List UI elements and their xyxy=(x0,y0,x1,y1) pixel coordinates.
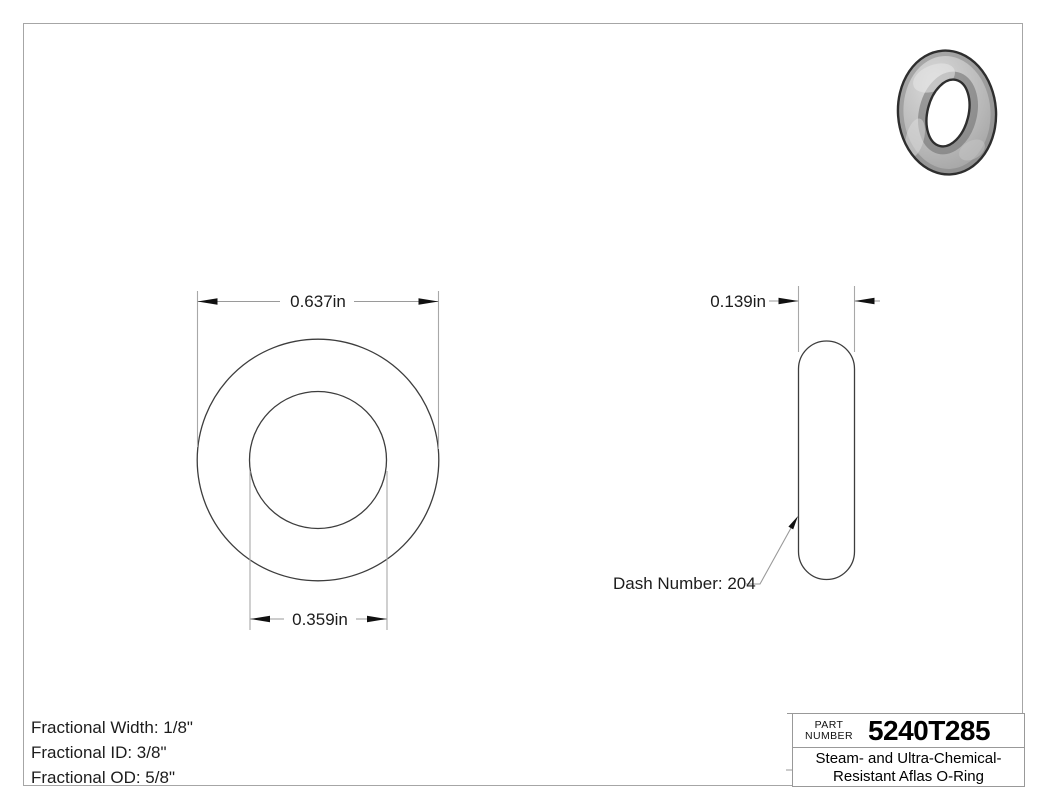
outer-diameter-circle xyxy=(197,339,439,581)
width-arrow-right xyxy=(855,298,875,304)
width-dimension xyxy=(769,286,880,352)
od-dimension xyxy=(198,291,439,449)
od-dimension-label: 0.637in xyxy=(290,292,346,311)
inner-diameter-circle xyxy=(250,392,387,529)
part-caption-line1: PART xyxy=(814,718,844,731)
title-block xyxy=(792,713,1025,787)
front-view xyxy=(197,339,439,581)
fractional-specs xyxy=(31,715,193,790)
id-dimension-label: 0.359in xyxy=(292,610,348,629)
width-dimension-label: 0.139in xyxy=(710,292,766,311)
od-arrow-left xyxy=(198,298,218,304)
side-view xyxy=(799,341,855,580)
width-arrow-left xyxy=(779,298,799,304)
fractional-od-text: Fractional OD: 5/8" xyxy=(31,768,175,787)
part-description xyxy=(793,748,1024,788)
part-number-value: 5240T285 xyxy=(867,714,991,746)
id-arrow-right xyxy=(367,616,387,622)
part-description-line1: Steam- and Ultra-Chemical- xyxy=(815,749,1002,767)
part-number-caption xyxy=(798,720,860,742)
part-number-row xyxy=(793,714,1024,748)
fractional-id-text: Fractional ID: 3/8" xyxy=(31,743,167,762)
od-arrow-right xyxy=(419,298,439,304)
oring-3d-render xyxy=(890,40,1008,188)
fractional-width-text: Fractional Width: 1/8" xyxy=(31,718,193,737)
part-caption-line2: NUMBER xyxy=(805,729,853,742)
cross-section-profile xyxy=(799,341,855,580)
leader-arrowhead xyxy=(788,516,798,529)
id-dimension xyxy=(250,471,387,630)
id-arrow-left xyxy=(250,616,270,622)
dash-number-label: Dash Number: 204 xyxy=(613,574,756,593)
part-description-line2: Resistant Aflas O-Ring xyxy=(833,768,984,785)
